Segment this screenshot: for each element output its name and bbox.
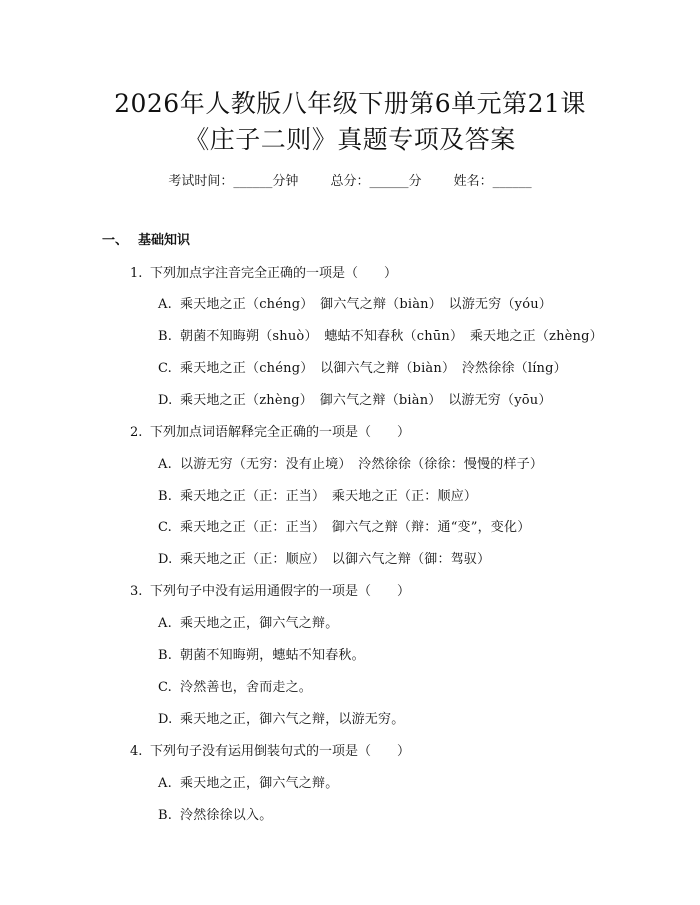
option-letter: B.	[158, 489, 173, 504]
option-letter: A.	[158, 297, 172, 312]
q2-option-c	[158, 516, 530, 535]
option-text: 乘天地之正（正：正当） 御六气之辩（辩：通“变”，变化）	[180, 520, 531, 535]
option-text: 乘天地之正，御六气之辩，以游无穷。	[180, 712, 405, 727]
question-text: 下列句子中没有运用通假字的一项是（ ）	[150, 584, 411, 599]
q2-option-d	[158, 548, 490, 567]
option-text: 乘天地之正（chéng） 御六气之辩（biàn） 以游无穷（yóu）	[180, 297, 552, 312]
option-text: 泠然善也，舍而走之。	[180, 680, 313, 695]
option-letter: D.	[158, 712, 173, 727]
option-letter: C.	[158, 520, 173, 535]
question-2	[130, 421, 410, 440]
question-number: 2.	[130, 425, 143, 440]
option-letter: C.	[158, 680, 173, 695]
question-number: 3.	[130, 584, 143, 599]
q4-option-b	[158, 804, 272, 823]
option-letter: B.	[158, 648, 173, 663]
q1-option-c	[158, 357, 567, 376]
exam-time-field: 考试时间：______分钟	[168, 174, 299, 189]
question-1	[130, 262, 397, 281]
q3-option-b	[158, 644, 365, 663]
option-text: 以游无穷（无穷：没有止境） 泠然徐徐（徐徐：慢慢的样子）	[180, 457, 544, 472]
option-text: 乘天地之正（zhèng） 御六气之辩（biàn） 以游无穷（yōu）	[180, 393, 552, 408]
question-number: 1.	[130, 266, 143, 281]
option-letter: A.	[158, 616, 172, 631]
q1-option-a	[158, 293, 552, 312]
option-text: 乘天地之正（正：顺应） 以御六气之辩（御：驾驭）	[180, 552, 491, 567]
title-line-2: 《庄子二则》真题专项及答案	[184, 125, 516, 154]
title-line-1: 2026年人教版八年级下册第6单元第21课	[114, 89, 586, 118]
option-text: 乘天地之正（正：正当） 乘天地之正（正：顺应）	[180, 489, 478, 504]
question-4	[130, 740, 410, 759]
section-heading	[102, 229, 190, 248]
question-3	[130, 580, 410, 599]
question-text: 下列加点字注音完全正确的一项是（ ）	[150, 266, 398, 281]
q3-option-c	[158, 676, 312, 695]
q4-option-a	[158, 772, 338, 791]
q3-option-a	[158, 612, 338, 631]
student-name-field: 姓名：______	[453, 174, 532, 189]
option-text: 泠然徐徐以入。	[180, 808, 273, 823]
exam-info-row	[0, 170, 700, 189]
question-text: 下列句子没有运用倒装句式的一项是（ ）	[150, 744, 411, 759]
q3-option-d	[158, 708, 404, 727]
option-text: 乘天地之正，御六气之辩。	[180, 616, 339, 631]
option-text: 朝菌不知晦朔，蟪蛄不知春秋。	[180, 648, 365, 663]
option-letter: B.	[158, 329, 173, 344]
option-letter: B.	[158, 808, 173, 823]
q1-option-d	[158, 389, 552, 408]
q2-option-b	[158, 485, 477, 504]
option-text: 朝菌不知晦朔（shuò） 蟪蛄不知春秋（chūn） 乘天地之正（zhèng）	[180, 329, 603, 344]
option-text: 乘天地之正（chéng） 以御六气之辩（biàn） 泠然徐徐（líng）	[180, 361, 567, 376]
option-text: 乘天地之正，御六气之辩。	[180, 776, 339, 791]
option-letter: D.	[158, 552, 173, 567]
option-letter: A.	[158, 457, 172, 472]
total-score-field: 总分：______分	[330, 174, 422, 189]
section-number: 一、	[102, 233, 129, 248]
option-letter: C.	[158, 361, 173, 376]
section-title: 基础知识	[138, 233, 191, 248]
option-letter: D.	[158, 393, 173, 408]
q1-option-b	[158, 325, 603, 344]
question-number: 4.	[130, 744, 143, 759]
question-text: 下列加点词语解释完全正确的一项是（ ）	[150, 425, 411, 440]
q2-option-a	[158, 453, 543, 472]
option-letter: A.	[158, 776, 172, 791]
